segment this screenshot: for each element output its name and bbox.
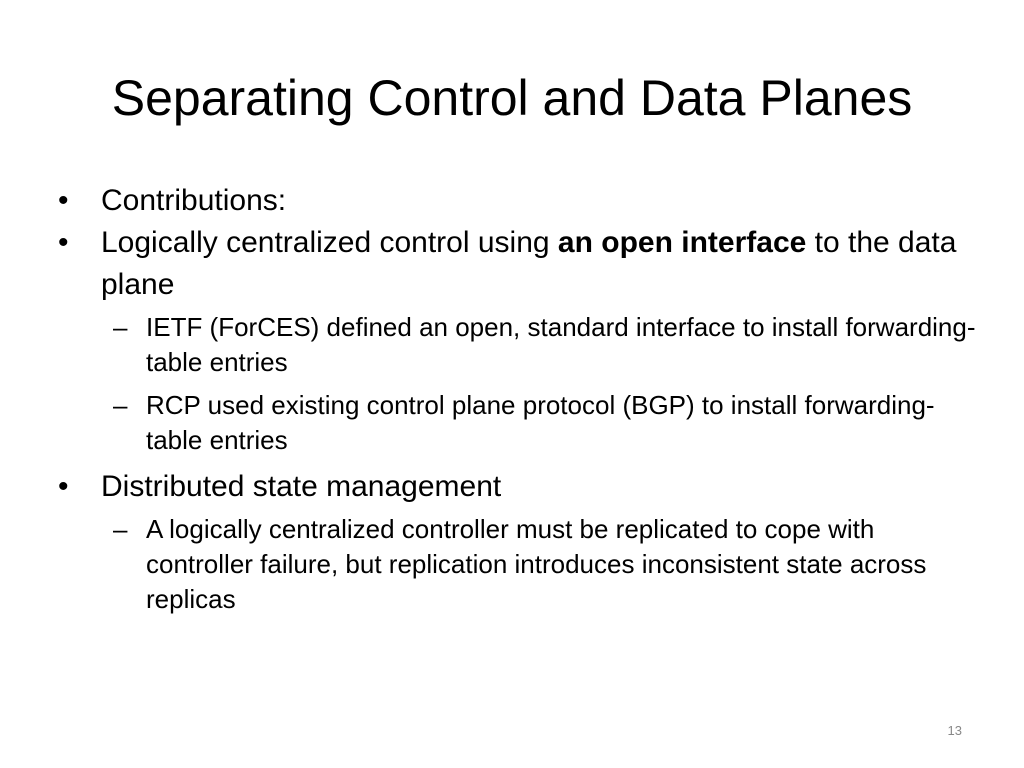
dash-icon: – <box>113 312 128 342</box>
sub-bullet-text: A logically centralized controller must be replicated to cope with controller failure, but replication introduces inconsistent state across replicas <box>146 514 927 614</box>
bullet-group-distributed-state <box>56 466 976 617</box>
sub-bullet-text: RCP used existing control plane protocol (BGP) to install forwarding-table entries <box>146 390 935 455</box>
sub-bullet-ietf-forces <box>56 310 976 380</box>
bullet-text: Contributions: <box>101 184 287 217</box>
bullet-text-end: to the data plane <box>101 226 957 301</box>
page-number: 13 <box>947 723 962 738</box>
bullet-text-emphasis: an open interface <box>557 226 807 259</box>
sub-bullet-replication <box>56 512 976 617</box>
bullet-centralized-control <box>56 222 976 306</box>
bullet-icon: • <box>58 184 69 217</box>
dash-icon: – <box>113 390 128 420</box>
sub-bullet-list <box>56 310 976 458</box>
sub-bullet-list <box>56 512 976 617</box>
bullet-icon: • <box>58 226 69 259</box>
sub-bullet-rcp <box>56 388 976 458</box>
bullet-contributions <box>56 180 976 222</box>
bullet-icon: • <box>58 470 69 503</box>
bullet-distributed-state <box>56 466 976 508</box>
bullet-text: Distributed state management <box>101 470 502 503</box>
slide-content <box>56 180 976 625</box>
bullet-text-start: Logically centralized control using <box>101 226 558 259</box>
sub-bullet-text: IETF (ForCES) defined an open, standard interface to install forwarding-table entries <box>146 312 976 377</box>
slide-title: Separating Control and Data Planes <box>111 70 913 126</box>
dash-icon: – <box>113 514 128 544</box>
bullet-group-centralized-control <box>56 222 976 458</box>
